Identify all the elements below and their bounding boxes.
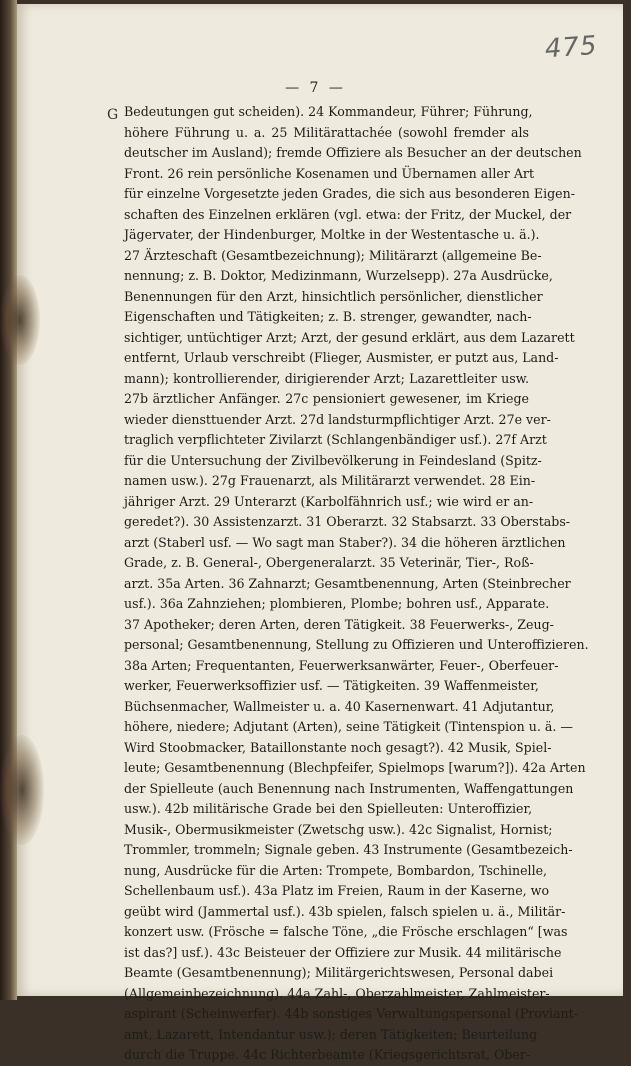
book-spine-edge — [0, 0, 17, 1000]
page-number: — 7 — — [285, 80, 346, 96]
text-line: Schellenbaum usf.). 43a Platz im Freien, Raum in der Kaserne, wo — [124, 883, 550, 898]
text-line: geredet?). 30 Assistenzarzt. 31 Oberarzt. 32 Stabsarzt. 33 Oberstabs- — [124, 514, 571, 529]
text-line: personal; Gesamtbenennung, Stellung zu Offizieren und Unteroffizieren. — [124, 637, 589, 652]
text-line: Beamte (Gesamtbenennung); Militärgerichtswesen, Personal dabei — [124, 965, 554, 980]
binding-stain-bottom — [0, 735, 44, 845]
handwritten-folio-note: 475 — [543, 30, 599, 65]
text-line: jähriger Arzt. 29 Unterarzt (Karbolfähnrich usf.; wie wird er an- — [124, 493, 534, 509]
text-line: (Allgemeinbezeichnung). 44a Zahl-, Oberzahlmeister, Zahlmeister- — [124, 985, 550, 1001]
text-line: höhere, niedere; Adjutant (Arten), seine Tätigkeit (Tintenspion u. ä. — — [124, 719, 573, 734]
text-line: arzt (Staberl usf. — Wo sagt man Staber?). 34 die höheren ärztlichen — [124, 534, 566, 550]
text-line: amt, Lazarett, Intendantur usw.); deren Tätigkeiten; Beurteilung — [124, 1026, 538, 1042]
text-line: ist das?] usf.). 43c Beisteuer der Offiziere zur Musik. 44 militärische — [124, 944, 562, 960]
text-line: namen usw.). 27g Frauenarzt, als Militärarzt verwendet. 28 Ein- — [124, 473, 536, 488]
text-line: Front. 26 rein persönliche Kosenamen und Übernamen aller Art — [124, 165, 535, 181]
text-line: werker, Feuerwerksoffizier usf. — Tätigkeiten. 39 Waffenmeister, — [124, 678, 539, 693]
text-line: arzt. 35a Arten. 36 Zahnarzt; Gesamtbenennung, Arten (Steinbrecher — [124, 575, 571, 591]
text-line: mann); kontrollierender, dirigierender Arzt; Lazarettleiter usw. — [124, 370, 529, 386]
text-line: schaften des Einzelnen erklären (vgl. etwa: der Fritz, der Muckel, der — [124, 206, 572, 222]
text-line: 27b ärztlicher Anfänger. 27c pensioniert gewesener, im Kriege — [124, 391, 529, 406]
text-line: Jägervater, der Hindenburger, Moltke in der Westentasche u. ä.). — [124, 227, 540, 242]
text-line: Büchsenmacher, Wallmeister u. a. 40 Kasernenwart. 41 Adjutantur, — [124, 698, 555, 714]
text-line: 38a Arten; Frequentanten, Feuerwerksanwärter, Feuer-, Oberfeuer- — [124, 657, 559, 673]
text-line: nennung; z. B. Doktor, Medizinmann, Wurzelsepp). 27a Ausdrücke, — [124, 268, 553, 283]
text-line: entfernt, Urlaub verschreibt (Flieger, Ausmister, er putzt aus, Land- — [124, 350, 559, 365]
text-line: durch die Truppe. 44c Richterbeamte (Kriegsgerichtsrat, Ober- — [124, 1047, 531, 1062]
text-line: Trommler, trommeln; Signale geben. 43 Instrumente (Gesamtbezeich- — [124, 842, 573, 857]
text-line: wieder diensttuender Arzt. 27d landsturmpflichtiger Arzt. 27e ver- — [124, 411, 551, 427]
text-line: deutscher im Ausland); fremde Offiziere als Besucher an der deutschen — [124, 145, 582, 160]
text-line: 37 Apotheker; deren Arten, deren Tätigkeit. 38 Feuerwerks-, Zeug- — [124, 616, 554, 632]
text-line: traglich verpflichteter Zivilarzt (Schlangenbändiger usf.). 27f Arzt — [124, 432, 547, 447]
text-line: Musik-, Obermusikmeister (Zwetschg usw.). 42c Signalist, Hornist; — [124, 821, 553, 837]
text-line: konzert usw. (Frösche = falsche Töne, „die Frösche erschlagen“ [was — [124, 924, 568, 939]
text-line: geübt wird (Jammertal usf.). 43b spielen, falsch spielen u. ä., Militär- — [124, 903, 566, 919]
body-text — [124, 102, 589, 1066]
text-line: aspirant (Scheinwerfer). 44b sonstiges Verwaltungspersonal (Proviant- — [124, 1006, 578, 1021]
text-line: für einzelne Vorgesetzte jeden Grades, die sich aus besonderen Eigen- — [124, 186, 575, 201]
text-line: sichtiger, untüchtiger Arzt; Arzt, der gesund erklärt, aus dem Lazarett — [124, 329, 575, 345]
text-line: usf.). 36a Zahnziehen; plombieren, Plombe; bohren usf., Apparate. — [124, 596, 550, 611]
text-line: Grade, z. B. General-, Obergeneralarzt. 35 Veterinär, Tier-, Roß- — [124, 555, 534, 570]
text-line: Wird Stoobmacker, Bataillonstante noch gesagt?). 42 Musik, Spiel- — [124, 739, 552, 755]
text-line: usw.). 42b militärische Grade bei den Spielleuten: Unteroffizier, — [124, 801, 533, 816]
text-line: Benennungen für den Arzt, hinsichtlich persönlicher, dienstlicher — [124, 288, 543, 304]
text-line: nung, Ausdrücke für die Arten: Trompete, Bombardon, Tschinelle, — [124, 862, 548, 878]
text-line: für die Untersuchung der Zivilbevölkerung in Feindesland (Spitz- — [124, 452, 542, 468]
text-line: höhere Führung u. a. 25 Militärattachée (sowohl fremder als — [124, 124, 529, 140]
text-line: 27 Ärzteschaft (Gesamtbezeichnung); Militärarzt (allgemeine Be- — [124, 247, 542, 263]
binding-stain-top — [0, 275, 40, 365]
text-line: leute; Gesamtbenennung (Blechpfeifer, Spielmops [warum?]). 42a Arten — [124, 760, 586, 775]
text-line: Eigenschaften und Tätigkeiten; z. B. strenger, gewandter, nach- — [124, 309, 532, 324]
margin-mark: G — [107, 107, 119, 123]
text-line: der Spielleute (auch Benennung nach Instrumenten, Waffengattungen — [124, 780, 574, 796]
text-line: Bedeutungen gut scheiden). 24 Kommandeur, Führer; Führung, — [124, 104, 533, 119]
